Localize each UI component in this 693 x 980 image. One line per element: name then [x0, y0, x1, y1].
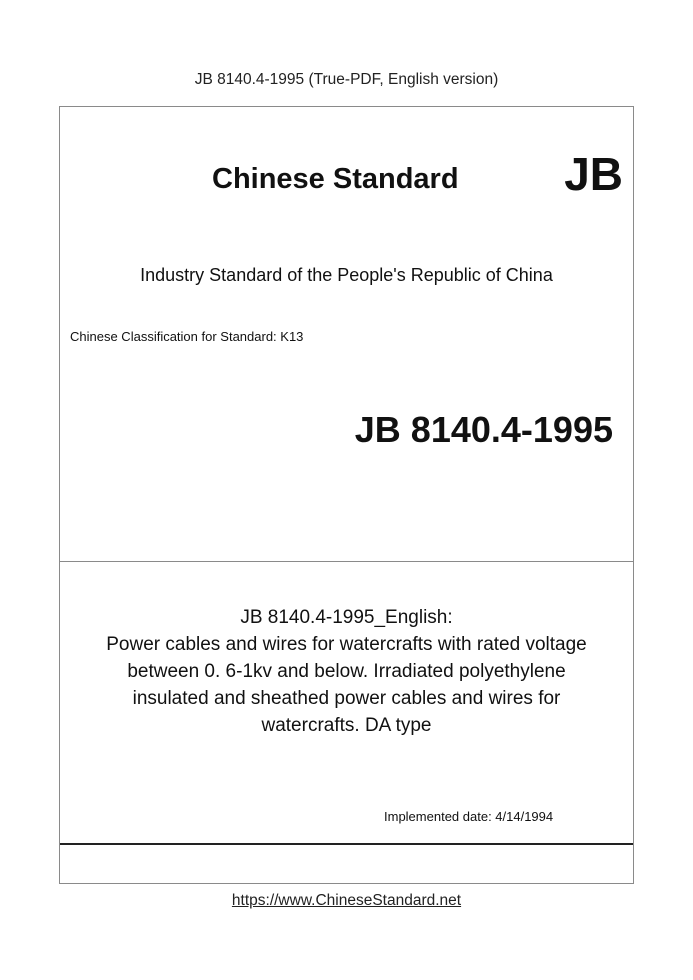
title-line: between 0. 6-1kv and below. Irradiated polyethylene — [127, 661, 566, 682]
document-title — [72, 604, 621, 739]
title-line: Power cables and wires for watercrafts with rated voltage — [106, 634, 587, 655]
classification-text: Chinese Classification for Standard: K13 — [70, 329, 304, 344]
title-line: insulated and sheathed power cables and wires for — [132, 688, 561, 709]
title-line: JB 8140.4-1995_English: — [240, 607, 453, 628]
implemented-date: Implemented date: 4/14/1994 — [384, 809, 554, 824]
industry-standard-line: Industry Standard of the People's Republic of China — [140, 265, 553, 285]
standard-number: JB 8140.4-1995 — [354, 409, 613, 450]
empty-bottom-box — [60, 844, 633, 884]
title-section — [60, 562, 633, 844]
title-line: watercrafts. DA type — [261, 715, 432, 736]
cover-top-section — [60, 107, 633, 562]
page-header-title: JB 8140.4-1995 (True-PDF, English version) — [194, 71, 499, 88]
standard-heading: Chinese Standard — [212, 163, 459, 195]
website-link[interactable]: https://www.ChineseStandard.net — [231, 892, 462, 909]
cover-frame — [59, 106, 634, 884]
standard-code-mark: JB — [564, 148, 623, 200]
